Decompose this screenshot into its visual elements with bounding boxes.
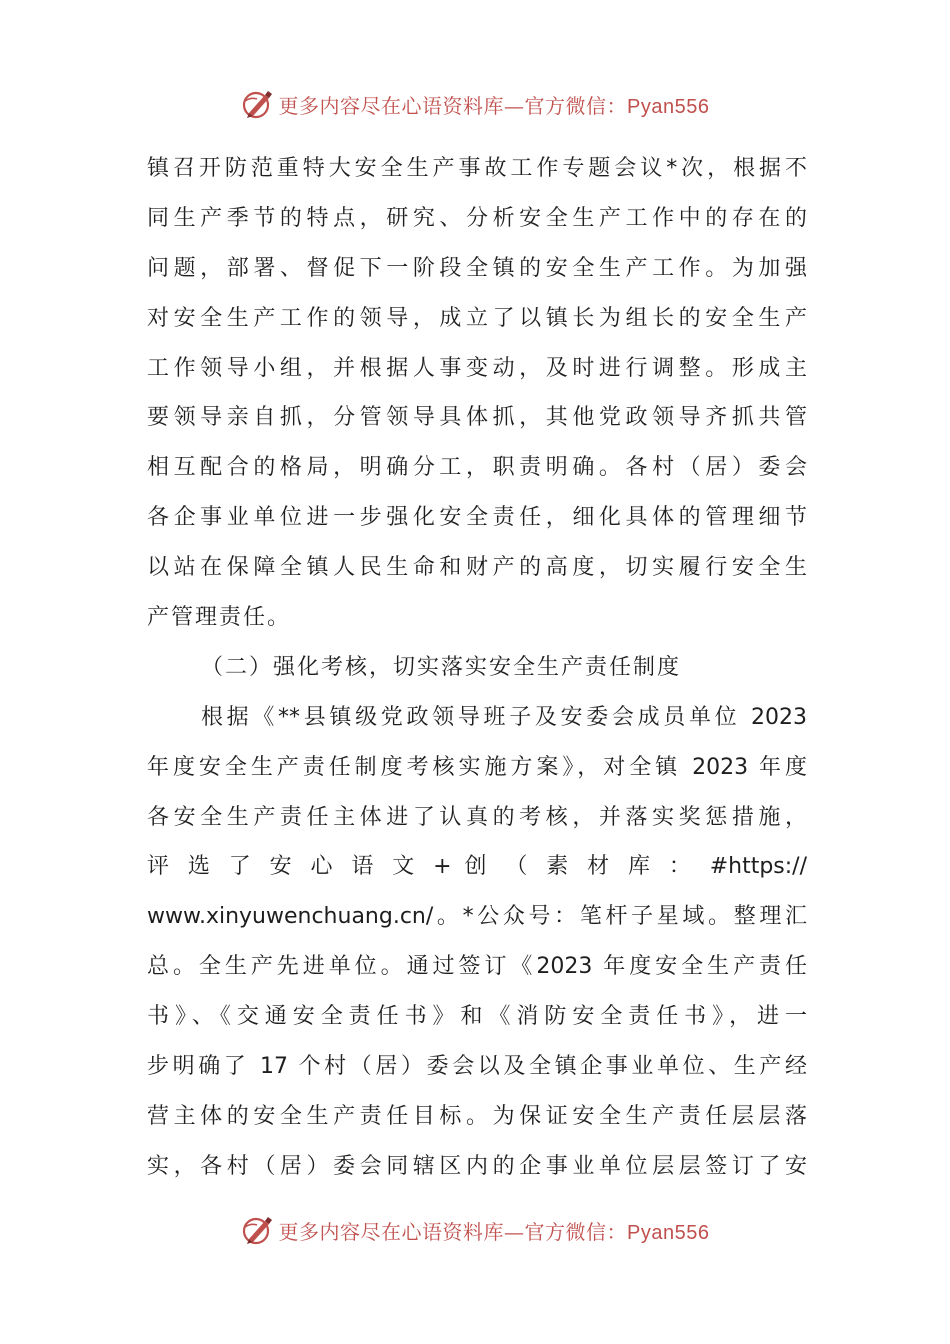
text-line: 要领导亲自抓，分管领导具体抓，其他党政领导齐抓共管 <box>147 405 807 431</box>
text-line: 实，各村（居）委会同辖区内的企事业单位层层签订了安 <box>147 1153 807 1179</box>
text-line: 相互配合的格局，明确分工，职责明确。各村（居）委会 <box>147 455 807 481</box>
footer-banner <box>0 1210 950 1250</box>
banner-text-wechat-id: Pyan556 <box>627 95 710 118</box>
text-line: 步明确了 17 个村（居）委会以及全镇企事业单位、生产经 <box>147 1054 807 1080</box>
text-line: 同生产季节的特点，研究、分析安全生产工作中的存在的 <box>147 205 807 231</box>
banner-text <box>279 90 710 119</box>
banner-text-cn: 更多内容尽在心语资料库—官方微信： <box>278 1219 628 1244</box>
text-line: 根据《**县镇级党政领导班子及安委会成员单位 2023 <box>201 704 807 730</box>
document-body <box>147 144 807 1192</box>
text-line: www.xinyuwenchuang.cn/。*公众号：笔杆子星域。整理汇 <box>147 904 807 930</box>
text-line: 产管理责任。 <box>147 605 292 631</box>
text-line: 营主体的安全生产责任目标。为保证安全生产责任层层落 <box>147 1103 807 1129</box>
pen-logo-icon <box>241 1213 275 1247</box>
text-line: 书》、《交通安全责任书》和《消防安全责任书》，进一 <box>147 1004 807 1030</box>
text-line: 对安全生产工作的领导，成立了以镇长为组长的安全生产 <box>147 305 807 331</box>
pen-logo-icon <box>241 87 275 121</box>
text-line: 各企事业单位进一步强化安全责任，细化具体的管理细节 <box>147 505 807 531</box>
banner-text-wechat-id: Pyan556 <box>627 1221 710 1244</box>
text-line: 评 选 了 安 心 语 文 + 创 （ 素 材 库 ： #https:// <box>147 854 807 880</box>
banner-text-cn: 更多内容尽在心语资料库—官方微信： <box>278 93 628 118</box>
text-line: 问题，部署、督促下一阶段全镇的安全生产工作。为加强 <box>147 255 807 281</box>
text-line: 工作领导小组，并根据人事变动，及时进行调整。形成主 <box>147 355 807 381</box>
header-banner <box>0 84 950 124</box>
banner-text <box>279 1216 710 1245</box>
text-line: 以站在保障全镇人民生命和财产的高度，切实履行安全生 <box>147 555 807 581</box>
text-line: 年度安全生产责任制度考核实施方案》，对全镇 2023 年度 <box>147 754 807 780</box>
text-line: 镇召开防范重特大安全生产事故工作专题会议*次，根据不 <box>147 156 807 181</box>
text-line: 总。全生产先进单位。通过签订《2023 年度安全生产责任 <box>147 954 807 980</box>
text-line: 各安全生产责任主体进了认真的考核，并落实奖惩措施， <box>147 804 807 830</box>
section-heading: （二）强化考核，切实落实安全生产责任制度 <box>201 654 682 680</box>
